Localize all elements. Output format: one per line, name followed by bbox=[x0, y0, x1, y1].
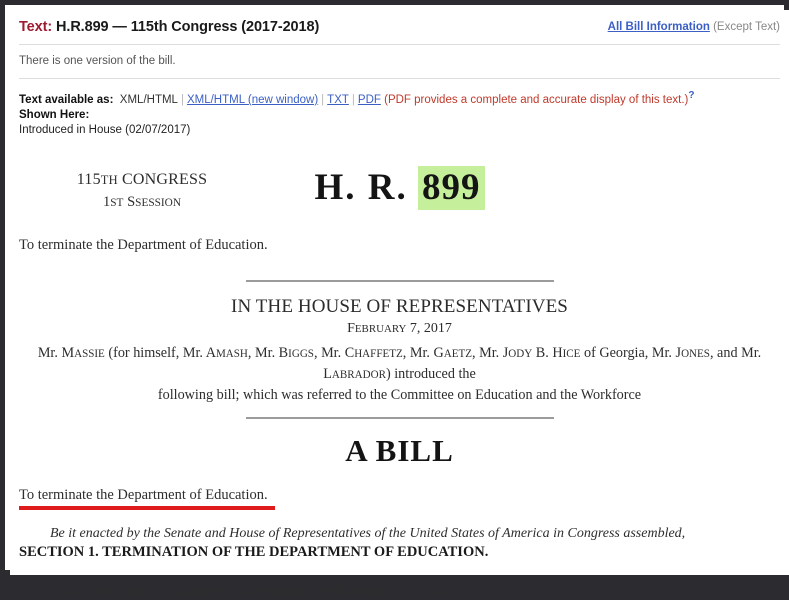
shown-here-value: Introduced in House (02/07/2017) bbox=[19, 124, 191, 137]
congress-word: CONGRESS bbox=[122, 171, 208, 189]
chamber-heading: IN THE HOUSE OF REPRESENTATIVES bbox=[231, 296, 568, 318]
help-question-icon[interactable]: ? bbox=[688, 90, 695, 101]
date-month-initial: F bbox=[347, 321, 355, 337]
sponsors-paragraph bbox=[10, 337, 789, 405]
text-available-row: Text available as: XML/HTML | XML/HTML (new window) | TXT | PDF (PDF provides a complete and accurate display of this text.)? bbox=[19, 90, 695, 106]
except-text-label: (Except Text) bbox=[713, 21, 780, 33]
format-xmlhtml-newwindow-link[interactable]: XML/HTML (new window) bbox=[186, 93, 319, 106]
congress-line bbox=[62, 168, 222, 191]
divider-rule-lower bbox=[246, 417, 554, 419]
format-txt-link[interactable]: TXT bbox=[327, 93, 349, 106]
congress-number: 115 bbox=[76, 171, 101, 189]
shown-here-value-row bbox=[19, 123, 780, 138]
section-1-heading: SECTION 1. TERMINATION OF THE DEPARTMENT OF EDUCATION. bbox=[19, 544, 489, 561]
session-word: SSESSION bbox=[127, 193, 181, 210]
date-month-rest: EBRUARY bbox=[354, 323, 407, 336]
congress-session-block bbox=[62, 168, 222, 212]
bill-document bbox=[10, 160, 789, 600]
congress-number-suffix: TH bbox=[100, 173, 118, 188]
a-bill-heading: A BILL bbox=[345, 433, 454, 469]
header-right-group bbox=[608, 21, 780, 33]
pdf-note-text: (PDF provides a complete and accurate display of this text.) bbox=[384, 93, 689, 106]
bill-text-page bbox=[10, 10, 789, 600]
highlighted-bill-description-text: To terminate the Department of Education. bbox=[19, 487, 268, 504]
format-pdf-link[interactable]: PDF bbox=[357, 93, 381, 106]
shown-here-label: Shown Here: bbox=[19, 109, 90, 121]
enacting-clause: Be it enacted by the Senate and House of Representatives of the United States of America in Congress assembled, bbox=[50, 526, 686, 542]
bill-number-highlighted: 899 bbox=[418, 166, 485, 210]
session-line bbox=[62, 192, 222, 213]
session-number-suffix: ST bbox=[110, 196, 124, 209]
sponsors-referral-line: following bill; which was referred to the Committee on Education and the Workforce bbox=[157, 386, 642, 403]
bill-short-description: To terminate the Department of Education. bbox=[19, 237, 268, 254]
bill-number-prefix: H. R. bbox=[314, 167, 408, 209]
page-title-prefix: Text: bbox=[19, 19, 53, 35]
red-underline-annotation bbox=[19, 506, 275, 510]
date-day-year: 7, 2017 bbox=[406, 321, 452, 337]
session-number: 1 bbox=[103, 193, 111, 210]
section-1-text: The Department of Education shall terminate on December 31, 2018. bbox=[50, 583, 452, 600]
divider-rule-upper bbox=[246, 280, 554, 282]
introduction-date bbox=[10, 321, 789, 337]
page-title bbox=[19, 19, 319, 35]
all-bill-information-link[interactable]: All Bill Information bbox=[607, 21, 710, 33]
shown-here-row bbox=[19, 108, 780, 123]
version-note: There is one version of the bill. bbox=[19, 55, 176, 67]
text-available-label: Text available as: bbox=[19, 93, 114, 106]
page-header bbox=[10, 10, 789, 44]
format-xmlhtml-plain: XML/HTML bbox=[119, 93, 178, 106]
page-title-text: H.R.899 — 115th Congress (2017-2018) bbox=[56, 19, 320, 35]
text-availability-block bbox=[10, 79, 789, 138]
sponsors-line: Mr. MASSIE (for himself, Mr. AMASH, Mr. BIGGS, Mr. CHAFFETZ, Mr. GAETZ, Mr. JODY B. HICE of Georgia, Mr. JONES, and Mr. LABRADOR) introduced the bbox=[37, 345, 762, 382]
highlighted-bill-description bbox=[10, 469, 268, 504]
